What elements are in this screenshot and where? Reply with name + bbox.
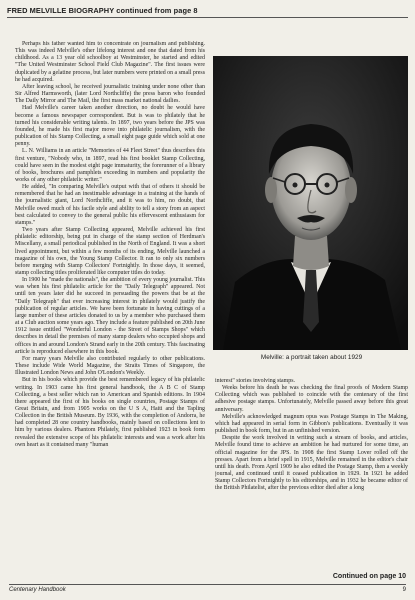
page-number: 9 <box>402 587 406 593</box>
paragraph: interest" stories involving stamps. <box>215 378 295 384</box>
paragraph: For many years Melville also contributed regularly to other publications. These include Wide World Magazine, the Straits Times of Singapore, the Illustrated London News and John O'London's Weekly. <box>15 355 205 377</box>
publication-name: Centenary Handbook <box>9 587 66 593</box>
paragraph: In 1900 he "made the nationals", the ambition of every young journalist. This was when his first philatelic article for the "Daily Telegraph" appeared. Not until ten years later did he succeed in persuading the powers that be at the "Daily Telegraph" that ever increasing interest in philately would justify the publication of regular articles. We have been fortunate in having cuttings of a large number of these articles donated to us by a member who purchased them at a Club auction some years ago. They include a feature published on 20th June 1912 issue entitled "Wonderful London - the Street of Stamps Shops" which describes in detail the premises of many stamp dealers who occupied shops and offices in and around London's Strand early in the 20th century. This fascinating article is reproduced elsewhere in this book. <box>15 277 205 355</box>
portrait-photo <box>213 56 408 350</box>
paragraph: Two years after Stamp Collecting appeared, Melville achieved his first philatelic editorship, being put in charge of the stamp section of Herdman's Miscellany, a small periodical published in the North of England. It was a short lived appointment, but within a few months of its ending, Melville launched a magazine of his own, the Young Stamp Collector. It ran to only six numbers before merging with Stamp Collectors' Fortnightly. In those days, it seemed, stamp collecting titles proliferated like computer titles do today. <box>15 227 205 276</box>
paragraph: Perhaps his father wanted him to concentrate on journalism and publishing. This was indeed Melville's other lifelong interest and one that dated from his childhood. As a 13 year old schoolboy at Westminster, he started and edited "The United Westminster School Field Club Magazine". The first issues were duplicated by a gelatine process, but later numbers were printed on a small press he had acquired. <box>15 41 205 83</box>
photo-caption: Melville: a portrait taken about 1929 <box>260 354 363 361</box>
paragraph: Had Melville's career taken another direction, no doubt he would have become a famous newspaper correspondent. But is was to philately that he turned his considerable writing talents. In 1897, two years before the JPS was founded, he made his first major move into philatelic journalism, with the publication of his Stamp Collecting, a small eight page guide which sold at one penny. <box>15 105 205 148</box>
page-header: FRED MELVILLE BIOGRAPHY continued from page 8 <box>7 6 408 18</box>
paragraph: Despite the work involved in writing such a stream of books, and articles, Melville found time to achieve an ambition he had nurtured for some time, an official magazine for the JPS. In 1908 the first Stamp Lover rolled off the presses. Apart from a brief spell in 1915, Melville remained in the editor's chair until his death. From April 1909 he also edited the Postage Stamp, then a weekly journal, and continued until it ceased publication in 1929. In 1921 he added Stamp Collectors Fortnightly to his editorships, and in 1932 he became editor of the British Philatelist, after the previous editor died after a long <box>215 435 408 492</box>
paragraph: After leaving school, he received journalistic training under none other than Sir Alfred Harmsworth, (later Lord Northcliffe) the press baron who founded The Daily Mirror and The Mail, the first mass market national dailies. <box>15 83 205 105</box>
left-text-column <box>15 41 205 577</box>
paragraph: Weeks before his death he was checking the final proofs of Modern Stamp Collecting which was published to coincide with the centenary of the first adhesive postage stamps. Unfortunately, Melville passed away before this great anniversary. <box>215 385 408 413</box>
paragraph: L. N. Williams in an article "Memories of 44 Fleet Street" thus describes this first venture, "Nobody who, in 1897, read his first booklet Stamp Collecting, could have seen in the modest eight page immaturity, the forerunner of a library of books, brochures and pamphlets exceeding in numbers and popularity the works of any other philatelic writer." <box>15 148 205 183</box>
paragraph: He added, "In comparing Melville's output with that of others it should be remembered that he had an inestimable advantage in a training at the hands of the journalistic giant, Lord Northcliffe, and it was to him, no doubt, that Melville owed much of his facile style and ability to tell a story from an aspect best calculated to convey to the general public his effervescent enthusiasm for stamps." <box>15 184 205 226</box>
page-footer <box>9 584 406 593</box>
right-text-column <box>215 378 408 573</box>
continued-link[interactable]: Continued on page 10 <box>332 573 406 580</box>
portrait-image <box>213 56 408 350</box>
paragraph: But in his books which provide the best remembered legacy of his philatelic writing. In 1903 came his first general handbook, the A B C of Stamp Collecting, a best seller which ran to American and Spanish editions. In 1904 there appeared the first of his books on single countries, Postage Stamps of Great Britain, and from 1905 works on the U S A, Haiti and the Tapling Collection in the British Museum. By 1936, with the completion of Andorra, he had completed 28 one country handbooks, mainly based on collections lent to him by various dealers. Phantom Philately, first published 1923 in book form revealed the extensive scope of his philatelic interests and was a work after his own heart as it contained many "human <box>15 377 205 448</box>
paragraph: Melville's acknowledged magnum opus was Postage Stamps in The Making, which had appeared in serial form in Gibbon's publications. Eventually it was published in book form, but in an unfinished version. <box>215 413 408 435</box>
